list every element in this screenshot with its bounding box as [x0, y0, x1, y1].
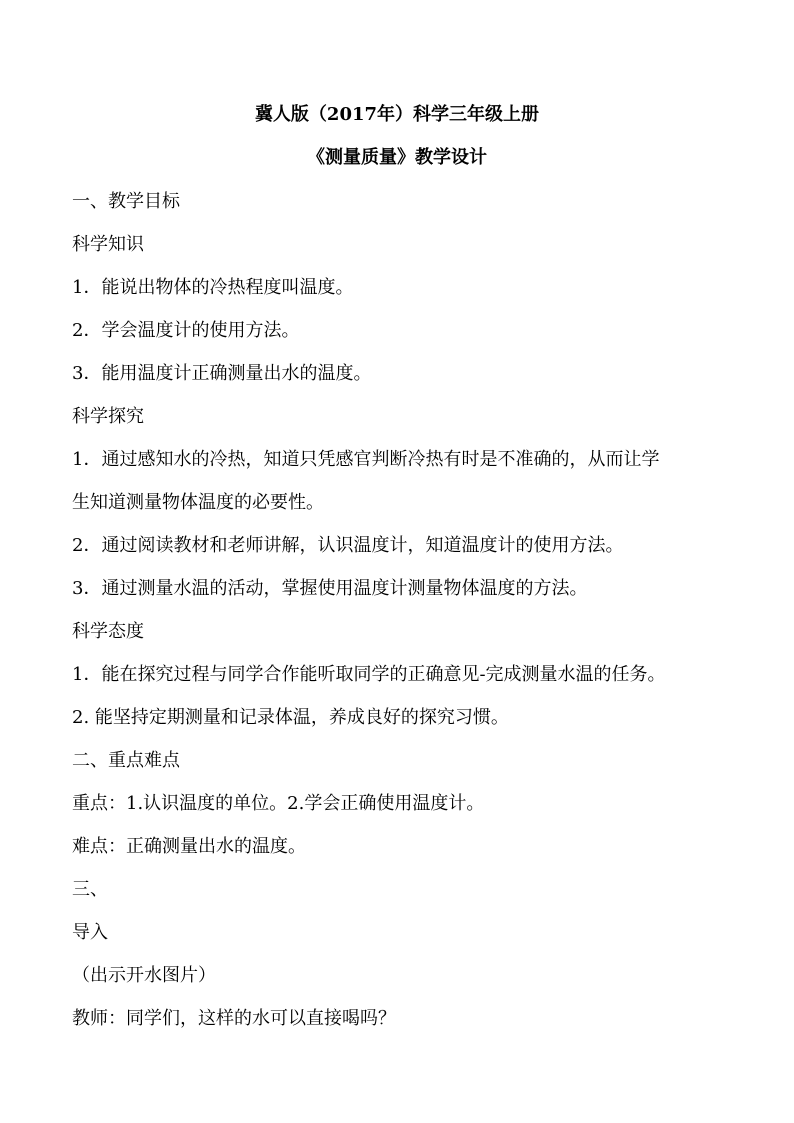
attitude-item: 2. 能坚持定期测量和记录体温，养成良好的探究习惯。 — [72, 707, 509, 728]
section-heading-objectives: 一、教学目标 — [72, 191, 180, 212]
attitude-item: 1．能在探究过程与同学合作能听取同学的正确意见-完成测量水温的任务。 — [72, 664, 666, 685]
subheading-inquiry: 科学探究 — [72, 406, 144, 427]
knowledge-item: 1．能说出物体的冷热程度叫温度。 — [72, 277, 354, 298]
knowledge-item: 3．能用温度计正确测量出水的温度。 — [72, 363, 372, 384]
key-point-text: 重点：1.认识温度的单位。2.学会正确使用温度计。 — [72, 793, 485, 814]
knowledge-item: 2．学会温度计的使用方法。 — [72, 320, 300, 341]
section-heading-process: 三、 — [72, 879, 108, 900]
document-title: 冀人版（2017年）科学三年级上册 — [254, 104, 540, 125]
difficulty-text: 难点：正确测量出水的温度。 — [72, 836, 306, 857]
section-heading-key-points: 二、重点难点 — [72, 750, 180, 771]
inquiry-item: 3．通过测量水温的活动，掌握使用温度计测量物体温度的方法。 — [72, 578, 588, 599]
intro-note: （出示开水图片） — [72, 965, 216, 986]
subheading-knowledge: 科学知识 — [72, 234, 144, 255]
inquiry-item: 2．通过阅读教材和老师讲解，认识温度计，知道温度计的使用方法。 — [72, 535, 624, 556]
teacher-dialogue: 教师：同学们，这样的水可以直接喝吗？ — [72, 1008, 396, 1029]
inquiry-item-continuation: 生知道测量物体温度的必要性。 — [72, 492, 324, 513]
inquiry-item: 1．通过感知水的冷热，知道只凭感官判断冷热有时是不准确的，从而让学 — [72, 449, 660, 470]
subheading-intro: 导入 — [72, 922, 108, 943]
subheading-attitude: 科学态度 — [72, 621, 144, 642]
document-subtitle: 《测量质量》教学设计 — [307, 147, 487, 168]
